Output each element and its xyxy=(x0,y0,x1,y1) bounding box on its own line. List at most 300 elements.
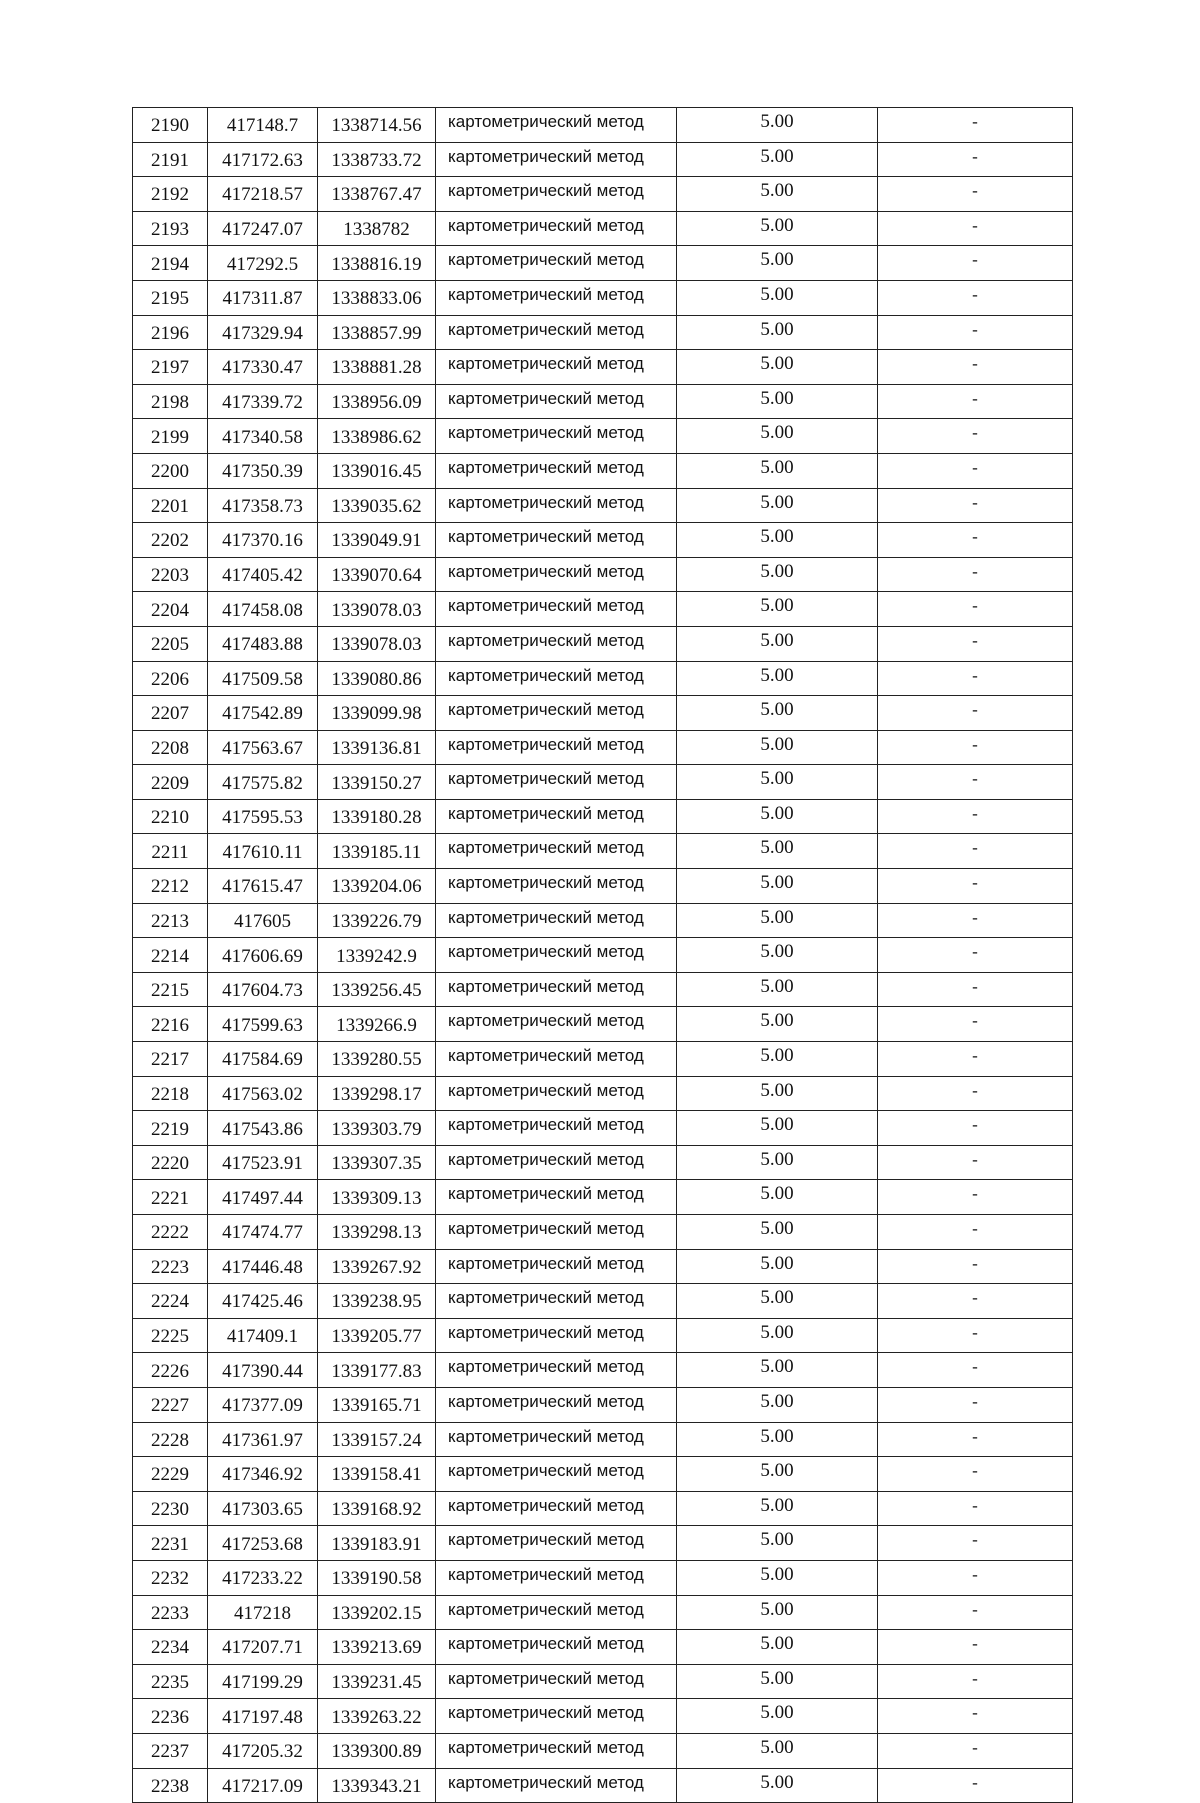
table-row xyxy=(133,834,1073,869)
table-row xyxy=(133,1560,1073,1595)
method-cell: картометрический метод xyxy=(436,730,677,765)
accuracy-cell: 5.00 xyxy=(677,1180,878,1215)
note-cell: - xyxy=(878,1387,1073,1422)
point-number-cell: 2208 xyxy=(133,730,208,765)
table-row xyxy=(133,350,1073,385)
point-number-cell: 2207 xyxy=(133,696,208,731)
method-cell: картометрический метод xyxy=(436,419,677,454)
point-number-cell: 2236 xyxy=(133,1699,208,1734)
x-coordinate-cell: 417575.82 xyxy=(208,765,318,800)
note-cell: - xyxy=(878,1111,1073,1146)
table-row xyxy=(133,488,1073,523)
y-coordinate-cell: 1339204.06 xyxy=(318,869,436,904)
method-cell: картометрический метод xyxy=(436,280,677,315)
method-cell: картометрический метод xyxy=(436,1595,677,1630)
y-coordinate-cell: 1339231.45 xyxy=(318,1664,436,1699)
table-row xyxy=(133,1664,1073,1699)
note-cell: - xyxy=(878,730,1073,765)
coordinates-table-body xyxy=(133,108,1073,1803)
note-cell: - xyxy=(878,1733,1073,1768)
table-row xyxy=(133,1422,1073,1457)
point-number-cell: 2222 xyxy=(133,1215,208,1250)
note-cell: - xyxy=(878,1630,1073,1665)
method-cell: картометрический метод xyxy=(436,903,677,938)
x-coordinate-cell: 417425.46 xyxy=(208,1284,318,1319)
point-number-cell: 2211 xyxy=(133,834,208,869)
point-number-cell: 2214 xyxy=(133,938,208,973)
accuracy-cell: 5.00 xyxy=(677,246,878,281)
table-row xyxy=(133,108,1073,143)
accuracy-cell: 5.00 xyxy=(677,557,878,592)
x-coordinate-cell: 417523.91 xyxy=(208,1145,318,1180)
y-coordinate-cell: 1339136.81 xyxy=(318,730,436,765)
x-coordinate-cell: 417543.86 xyxy=(208,1111,318,1146)
table-row xyxy=(133,1457,1073,1492)
table-row xyxy=(133,1145,1073,1180)
y-coordinate-cell: 1339080.86 xyxy=(318,661,436,696)
x-coordinate-cell: 417311.87 xyxy=(208,280,318,315)
note-cell: - xyxy=(878,488,1073,523)
table-row xyxy=(133,211,1073,246)
point-number-cell: 2206 xyxy=(133,661,208,696)
method-cell: картометрический метод xyxy=(436,869,677,904)
table-row xyxy=(133,177,1073,212)
y-coordinate-cell: 1338714.56 xyxy=(318,108,436,143)
accuracy-cell: 5.00 xyxy=(677,1284,878,1319)
note-cell: - xyxy=(878,1007,1073,1042)
x-coordinate-cell: 417604.73 xyxy=(208,972,318,1007)
note-cell: - xyxy=(878,1457,1073,1492)
method-cell: картометрический метод xyxy=(436,696,677,731)
note-cell: - xyxy=(878,557,1073,592)
method-cell: картометрический метод xyxy=(436,592,677,627)
accuracy-cell: 5.00 xyxy=(677,938,878,973)
note-cell: - xyxy=(878,1284,1073,1319)
table-row xyxy=(133,1491,1073,1526)
x-coordinate-cell: 417390.44 xyxy=(208,1353,318,1388)
point-number-cell: 2231 xyxy=(133,1526,208,1561)
note-cell: - xyxy=(878,315,1073,350)
table-row xyxy=(133,1111,1073,1146)
accuracy-cell: 5.00 xyxy=(677,1353,878,1388)
accuracy-cell: 5.00 xyxy=(677,1042,878,1077)
accuracy-cell: 5.00 xyxy=(677,108,878,143)
table-row xyxy=(133,938,1073,973)
accuracy-cell: 5.00 xyxy=(677,1215,878,1250)
method-cell: картометрический метод xyxy=(436,246,677,281)
note-cell: - xyxy=(878,177,1073,212)
x-coordinate-cell: 417563.02 xyxy=(208,1076,318,1111)
note-cell: - xyxy=(878,211,1073,246)
y-coordinate-cell: 1339150.27 xyxy=(318,765,436,800)
table-row xyxy=(133,1526,1073,1561)
x-coordinate-cell: 417233.22 xyxy=(208,1560,318,1595)
note-cell: - xyxy=(878,1595,1073,1630)
x-coordinate-cell: 417509.58 xyxy=(208,661,318,696)
accuracy-cell: 5.00 xyxy=(677,523,878,558)
method-cell: картометрический метод xyxy=(436,350,677,385)
note-cell: - xyxy=(878,384,1073,419)
point-number-cell: 2198 xyxy=(133,384,208,419)
note-cell: - xyxy=(878,1180,1073,1215)
method-cell: картометрический метод xyxy=(436,488,677,523)
accuracy-cell: 5.00 xyxy=(677,592,878,627)
note-cell: - xyxy=(878,280,1073,315)
x-coordinate-cell: 417218.57 xyxy=(208,177,318,212)
accuracy-cell: 5.00 xyxy=(677,1526,878,1561)
method-cell: картометрический метод xyxy=(436,1076,677,1111)
coordinates-table xyxy=(132,107,1073,1803)
x-coordinate-cell: 417361.97 xyxy=(208,1422,318,1457)
table-row xyxy=(133,1768,1073,1803)
accuracy-cell: 5.00 xyxy=(677,1076,878,1111)
note-cell: - xyxy=(878,626,1073,661)
note-cell: - xyxy=(878,1353,1073,1388)
y-coordinate-cell: 1339035.62 xyxy=(318,488,436,523)
method-cell: картометрический метод xyxy=(436,1284,677,1319)
point-number-cell: 2220 xyxy=(133,1145,208,1180)
point-number-cell: 2223 xyxy=(133,1249,208,1284)
y-coordinate-cell: 1339185.11 xyxy=(318,834,436,869)
point-number-cell: 2199 xyxy=(133,419,208,454)
accuracy-cell: 5.00 xyxy=(677,142,878,177)
point-number-cell: 2210 xyxy=(133,799,208,834)
accuracy-cell: 5.00 xyxy=(677,1387,878,1422)
point-number-cell: 2215 xyxy=(133,972,208,1007)
accuracy-cell: 5.00 xyxy=(677,1560,878,1595)
note-cell: - xyxy=(878,1664,1073,1699)
x-coordinate-cell: 417497.44 xyxy=(208,1180,318,1215)
y-coordinate-cell: 1338733.72 xyxy=(318,142,436,177)
y-coordinate-cell: 1339070.64 xyxy=(318,557,436,592)
point-number-cell: 2191 xyxy=(133,142,208,177)
method-cell: картометрический метод xyxy=(436,1318,677,1353)
table-row xyxy=(133,315,1073,350)
point-number-cell: 2235 xyxy=(133,1664,208,1699)
table-row xyxy=(133,1042,1073,1077)
table-row xyxy=(133,592,1073,627)
point-number-cell: 2232 xyxy=(133,1560,208,1595)
method-cell: картометрический метод xyxy=(436,453,677,488)
y-coordinate-cell: 1339049.91 xyxy=(318,523,436,558)
y-coordinate-cell: 1339242.9 xyxy=(318,938,436,973)
y-coordinate-cell: 1338816.19 xyxy=(318,246,436,281)
note-cell: - xyxy=(878,834,1073,869)
note-cell: - xyxy=(878,972,1073,1007)
table-row xyxy=(133,661,1073,696)
x-coordinate-cell: 417405.42 xyxy=(208,557,318,592)
y-coordinate-cell: 1339016.45 xyxy=(318,453,436,488)
y-coordinate-cell: 1339263.22 xyxy=(318,1699,436,1734)
y-coordinate-cell: 1338956.09 xyxy=(318,384,436,419)
table-row xyxy=(133,1180,1073,1215)
point-number-cell: 2226 xyxy=(133,1353,208,1388)
x-coordinate-cell: 417207.71 xyxy=(208,1630,318,1665)
note-cell: - xyxy=(878,661,1073,696)
note-cell: - xyxy=(878,696,1073,731)
x-coordinate-cell: 417409.1 xyxy=(208,1318,318,1353)
y-coordinate-cell: 1339266.9 xyxy=(318,1007,436,1042)
y-coordinate-cell: 1338857.99 xyxy=(318,315,436,350)
method-cell: картометрический метод xyxy=(436,142,677,177)
method-cell: картометрический метод xyxy=(436,1042,677,1077)
x-coordinate-cell: 417370.16 xyxy=(208,523,318,558)
accuracy-cell: 5.00 xyxy=(677,419,878,454)
method-cell: картометрический метод xyxy=(436,1353,677,1388)
x-coordinate-cell: 417205.32 xyxy=(208,1733,318,1768)
y-coordinate-cell: 1339307.35 xyxy=(318,1145,436,1180)
table-row xyxy=(133,384,1073,419)
note-cell: - xyxy=(878,1768,1073,1803)
accuracy-cell: 5.00 xyxy=(677,1249,878,1284)
note-cell: - xyxy=(878,1526,1073,1561)
table-row xyxy=(133,626,1073,661)
method-cell: картометрический метод xyxy=(436,765,677,800)
point-number-cell: 2205 xyxy=(133,626,208,661)
point-number-cell: 2200 xyxy=(133,453,208,488)
table-row xyxy=(133,869,1073,904)
note-cell: - xyxy=(878,938,1073,973)
method-cell: картометрический метод xyxy=(436,972,677,1007)
y-coordinate-cell: 1338881.28 xyxy=(318,350,436,385)
y-coordinate-cell: 1339158.41 xyxy=(318,1457,436,1492)
note-cell: - xyxy=(878,350,1073,385)
note-cell: - xyxy=(878,1491,1073,1526)
x-coordinate-cell: 417483.88 xyxy=(208,626,318,661)
point-number-cell: 2202 xyxy=(133,523,208,558)
accuracy-cell: 5.00 xyxy=(677,834,878,869)
method-cell: картометрический метод xyxy=(436,1145,677,1180)
x-coordinate-cell: 417377.09 xyxy=(208,1387,318,1422)
method-cell: картометрический метод xyxy=(436,1491,677,1526)
x-coordinate-cell: 417542.89 xyxy=(208,696,318,731)
table-row xyxy=(133,557,1073,592)
y-coordinate-cell: 1339238.95 xyxy=(318,1284,436,1319)
method-cell: картометрический метод xyxy=(436,1630,677,1665)
table-row xyxy=(133,1699,1073,1734)
table-row xyxy=(133,1284,1073,1319)
method-cell: картометрический метод xyxy=(436,523,677,558)
x-coordinate-cell: 417253.68 xyxy=(208,1526,318,1561)
x-coordinate-cell: 417346.92 xyxy=(208,1457,318,1492)
accuracy-cell: 5.00 xyxy=(677,1699,878,1734)
method-cell: картометрический метод xyxy=(436,1111,677,1146)
point-number-cell: 2212 xyxy=(133,869,208,904)
y-coordinate-cell: 1339165.71 xyxy=(318,1387,436,1422)
note-cell: - xyxy=(878,799,1073,834)
note-cell: - xyxy=(878,1076,1073,1111)
accuracy-cell: 5.00 xyxy=(677,488,878,523)
y-coordinate-cell: 1338833.06 xyxy=(318,280,436,315)
x-coordinate-cell: 417247.07 xyxy=(208,211,318,246)
table-row xyxy=(133,246,1073,281)
point-number-cell: 2237 xyxy=(133,1733,208,1768)
x-coordinate-cell: 417606.69 xyxy=(208,938,318,973)
note-cell: - xyxy=(878,1145,1073,1180)
table-row xyxy=(133,142,1073,177)
point-number-cell: 2204 xyxy=(133,592,208,627)
y-coordinate-cell: 1338782 xyxy=(318,211,436,246)
x-coordinate-cell: 417474.77 xyxy=(208,1215,318,1250)
accuracy-cell: 5.00 xyxy=(677,1768,878,1803)
y-coordinate-cell: 1339078.03 xyxy=(318,626,436,661)
note-cell: - xyxy=(878,1560,1073,1595)
method-cell: картометрический метод xyxy=(436,834,677,869)
table-row xyxy=(133,696,1073,731)
point-number-cell: 2209 xyxy=(133,765,208,800)
accuracy-cell: 5.00 xyxy=(677,1664,878,1699)
accuracy-cell: 5.00 xyxy=(677,1422,878,1457)
accuracy-cell: 5.00 xyxy=(677,177,878,212)
y-coordinate-cell: 1339168.92 xyxy=(318,1491,436,1526)
method-cell: картометрический метод xyxy=(436,211,677,246)
x-coordinate-cell: 417340.58 xyxy=(208,419,318,454)
method-cell: картометрический метод xyxy=(436,938,677,973)
point-number-cell: 2227 xyxy=(133,1387,208,1422)
point-number-cell: 2219 xyxy=(133,1111,208,1146)
note-cell: - xyxy=(878,1215,1073,1250)
point-number-cell: 2192 xyxy=(133,177,208,212)
accuracy-cell: 5.00 xyxy=(677,1595,878,1630)
table-row xyxy=(133,1249,1073,1284)
method-cell: картометрический метод xyxy=(436,557,677,592)
note-cell: - xyxy=(878,1318,1073,1353)
method-cell: картометрический метод xyxy=(436,1215,677,1250)
method-cell: картометрический метод xyxy=(436,1560,677,1595)
y-coordinate-cell: 1339267.92 xyxy=(318,1249,436,1284)
table-row xyxy=(133,903,1073,938)
method-cell: картометрический метод xyxy=(436,108,677,143)
table-row xyxy=(133,419,1073,454)
point-number-cell: 2197 xyxy=(133,350,208,385)
point-number-cell: 2190 xyxy=(133,108,208,143)
x-coordinate-cell: 417197.48 xyxy=(208,1699,318,1734)
method-cell: картометрический метод xyxy=(436,661,677,696)
x-coordinate-cell: 417605 xyxy=(208,903,318,938)
table-row xyxy=(133,1595,1073,1630)
x-coordinate-cell: 417599.63 xyxy=(208,1007,318,1042)
accuracy-cell: 5.00 xyxy=(677,1007,878,1042)
table-row xyxy=(133,972,1073,1007)
y-coordinate-cell: 1338767.47 xyxy=(318,177,436,212)
note-cell: - xyxy=(878,108,1073,143)
accuracy-cell: 5.00 xyxy=(677,280,878,315)
y-coordinate-cell: 1339300.89 xyxy=(318,1733,436,1768)
y-coordinate-cell: 1338986.62 xyxy=(318,419,436,454)
accuracy-cell: 5.00 xyxy=(677,1318,878,1353)
table-row xyxy=(133,1387,1073,1422)
note-cell: - xyxy=(878,453,1073,488)
table-row xyxy=(133,523,1073,558)
point-number-cell: 2233 xyxy=(133,1595,208,1630)
note-cell: - xyxy=(878,869,1073,904)
table-row xyxy=(133,1007,1073,1042)
x-coordinate-cell: 417218 xyxy=(208,1595,318,1630)
method-cell: картометрический метод xyxy=(436,626,677,661)
point-number-cell: 2238 xyxy=(133,1768,208,1803)
method-cell: картометрический метод xyxy=(436,1526,677,1561)
table-row xyxy=(133,765,1073,800)
x-coordinate-cell: 417446.48 xyxy=(208,1249,318,1284)
note-cell: - xyxy=(878,419,1073,454)
x-coordinate-cell: 417303.65 xyxy=(208,1491,318,1526)
y-coordinate-cell: 1339298.13 xyxy=(318,1215,436,1250)
point-number-cell: 2225 xyxy=(133,1318,208,1353)
y-coordinate-cell: 1339343.21 xyxy=(318,1768,436,1803)
method-cell: картометрический метод xyxy=(436,1180,677,1215)
accuracy-cell: 5.00 xyxy=(677,1630,878,1665)
table-row xyxy=(133,1630,1073,1665)
accuracy-cell: 5.00 xyxy=(677,1111,878,1146)
point-number-cell: 2196 xyxy=(133,315,208,350)
method-cell: картометрический метод xyxy=(436,315,677,350)
y-coordinate-cell: 1339226.79 xyxy=(318,903,436,938)
x-coordinate-cell: 417217.09 xyxy=(208,1768,318,1803)
accuracy-cell: 5.00 xyxy=(677,696,878,731)
table-row xyxy=(133,453,1073,488)
method-cell: картометрический метод xyxy=(436,177,677,212)
y-coordinate-cell: 1339205.77 xyxy=(318,1318,436,1353)
x-coordinate-cell: 417350.39 xyxy=(208,453,318,488)
x-coordinate-cell: 417339.72 xyxy=(208,384,318,419)
accuracy-cell: 5.00 xyxy=(677,1457,878,1492)
y-coordinate-cell: 1339213.69 xyxy=(318,1630,436,1665)
method-cell: картометрический метод xyxy=(436,1768,677,1803)
point-number-cell: 2194 xyxy=(133,246,208,281)
x-coordinate-cell: 417610.11 xyxy=(208,834,318,869)
note-cell: - xyxy=(878,1699,1073,1734)
x-coordinate-cell: 417358.73 xyxy=(208,488,318,523)
y-coordinate-cell: 1339298.17 xyxy=(318,1076,436,1111)
accuracy-cell: 5.00 xyxy=(677,799,878,834)
point-number-cell: 2217 xyxy=(133,1042,208,1077)
note-cell: - xyxy=(878,142,1073,177)
note-cell: - xyxy=(878,1422,1073,1457)
accuracy-cell: 5.00 xyxy=(677,1145,878,1180)
table-row xyxy=(133,730,1073,765)
y-coordinate-cell: 1339078.03 xyxy=(318,592,436,627)
accuracy-cell: 5.00 xyxy=(677,453,878,488)
accuracy-cell: 5.00 xyxy=(677,315,878,350)
y-coordinate-cell: 1339099.98 xyxy=(318,696,436,731)
table-row xyxy=(133,1215,1073,1250)
point-number-cell: 2221 xyxy=(133,1180,208,1215)
point-number-cell: 2234 xyxy=(133,1630,208,1665)
method-cell: картометрический метод xyxy=(436,1422,677,1457)
x-coordinate-cell: 417563.67 xyxy=(208,730,318,765)
accuracy-cell: 5.00 xyxy=(677,661,878,696)
note-cell: - xyxy=(878,765,1073,800)
point-number-cell: 2218 xyxy=(133,1076,208,1111)
table-row xyxy=(133,799,1073,834)
x-coordinate-cell: 417330.47 xyxy=(208,350,318,385)
x-coordinate-cell: 417148.7 xyxy=(208,108,318,143)
method-cell: картометрический метод xyxy=(436,1007,677,1042)
method-cell: картометрический метод xyxy=(436,1664,677,1699)
x-coordinate-cell: 417172.63 xyxy=(208,142,318,177)
accuracy-cell: 5.00 xyxy=(677,384,878,419)
y-coordinate-cell: 1339256.45 xyxy=(318,972,436,1007)
x-coordinate-cell: 417584.69 xyxy=(208,1042,318,1077)
accuracy-cell: 5.00 xyxy=(677,869,878,904)
x-coordinate-cell: 417615.47 xyxy=(208,869,318,904)
y-coordinate-cell: 1339303.79 xyxy=(318,1111,436,1146)
point-number-cell: 2213 xyxy=(133,903,208,938)
note-cell: - xyxy=(878,523,1073,558)
x-coordinate-cell: 417199.29 xyxy=(208,1664,318,1699)
method-cell: картометрический метод xyxy=(436,1457,677,1492)
method-cell: картометрический метод xyxy=(436,1733,677,1768)
